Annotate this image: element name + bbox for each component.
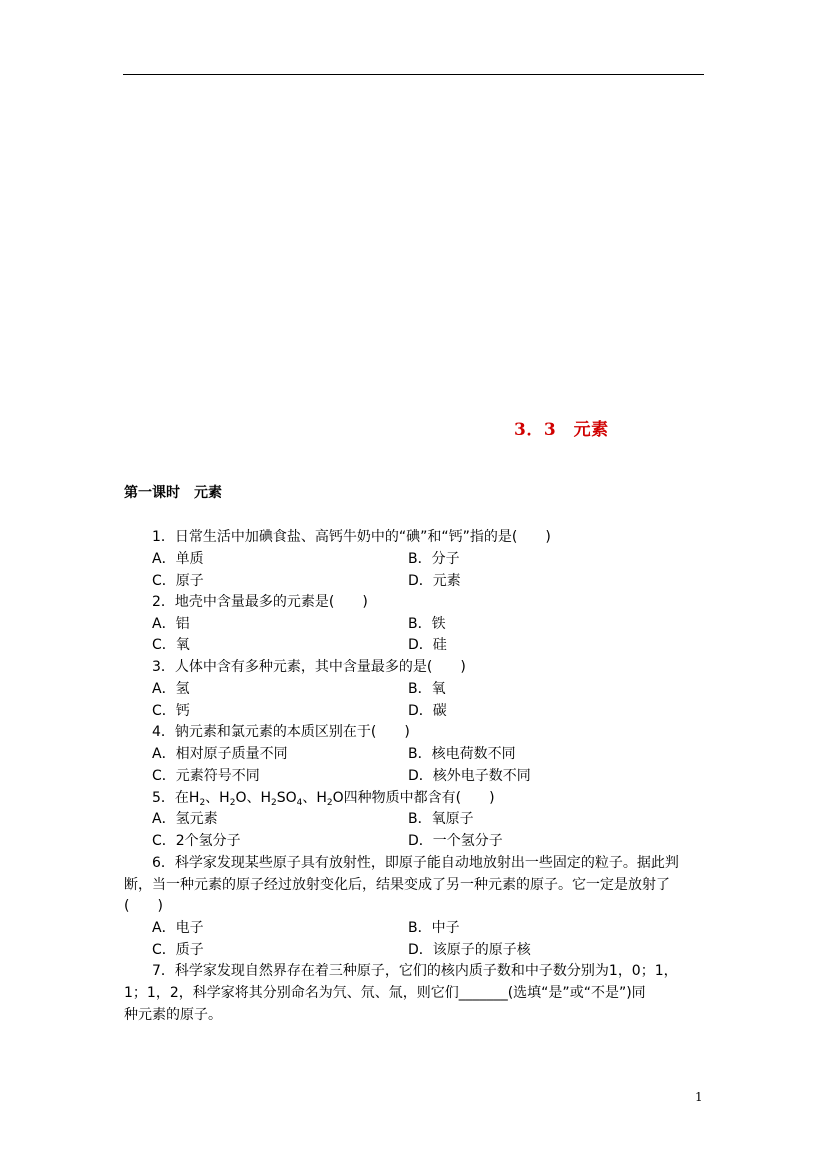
question-3-option-a: A．氢 xyxy=(152,681,190,697)
page-number: 1 xyxy=(695,1090,703,1104)
question-6-option-b: B．中子 xyxy=(408,920,460,936)
question-6-line-3: ( ) xyxy=(124,898,163,914)
question-2-option-c: C．氧 xyxy=(152,637,190,653)
question-2-option-d: D．硅 xyxy=(408,637,447,653)
question-4-option-d: D．核外电子数不同 xyxy=(408,768,531,784)
question-1-option-d: D．元素 xyxy=(408,573,461,589)
question-3-option-d: D．碳 xyxy=(408,703,447,719)
question-3-option-b: B．氧 xyxy=(408,681,446,697)
question-1-option-b: B．分子 xyxy=(408,551,460,567)
question-5-option-d: D．一个氢分子 xyxy=(408,833,503,849)
question-5-stem: 5．在$H_2$、$H_2O$、$H_2SO_4$、$H_2O$四种物质中都含有( ) xyxy=(152,790,495,808)
question-1-stem: 1．日常生活中加碘食盐、高钙牛奶中的“碘”和“钙”指的是( ) xyxy=(152,529,551,545)
question-4-option-a: A．相对原子质量不同 xyxy=(152,746,288,762)
question-4-stem: 4．钠元素和氯元素的本质区别在于( ) xyxy=(152,724,410,740)
question-6-option-c: C．质子 xyxy=(152,942,204,958)
question-5-option-a: A．氢元素 xyxy=(152,811,218,827)
question-2-option-b: B．铁 xyxy=(408,616,446,632)
question-4-option-c: C．元素符号不同 xyxy=(152,768,260,784)
question-5-option-c: C．2个氢分子 xyxy=(152,833,241,849)
question-1-option-c: C．原子 xyxy=(152,573,204,589)
section-heading: 第一课时 元素 xyxy=(124,485,222,501)
page-title: 3．3 元素 xyxy=(514,420,609,440)
question-2-stem: 2．地壳中含量最多的元素是( ) xyxy=(152,594,368,610)
question-7-line-2: 1；1，2，科学家将其分别命名为氕、氘、氚，则它们_______(选填“是”或“不是”)同 xyxy=(124,985,646,1001)
question-6-line-2: 断，当一种元素的原子经过放射变化后，结果变成了另一种元素的原子。它一定是放射了 xyxy=(124,877,670,893)
question-6-option-d: D．该原子的原子核 xyxy=(408,942,531,958)
question-3-stem: 3．人体中含有多种元素，其中含量最多的是( ) xyxy=(152,659,466,675)
question-6-option-a: A．电子 xyxy=(152,920,204,936)
question-1-option-a: A．单质 xyxy=(152,551,204,567)
question-7-line-3: 种元素的原子。 xyxy=(124,1007,222,1023)
question-7-line-1: 7．科学家发现自然界存在着三种原子，它们的核内质子数和中子数分别为1，0；1， xyxy=(152,963,678,979)
question-6-line-1: 6．科学家发现某些原子具有放射性，即原子能自动地放射出一些固定的粒子。据此判 xyxy=(152,855,679,871)
question-5-option-b: B．氧原子 xyxy=(408,811,474,827)
header-rule xyxy=(123,74,704,75)
question-4-option-b: B．核电荷数不同 xyxy=(408,746,516,762)
question-2-option-a: A．铝 xyxy=(152,616,190,632)
question-3-option-c: C．钙 xyxy=(152,703,190,719)
